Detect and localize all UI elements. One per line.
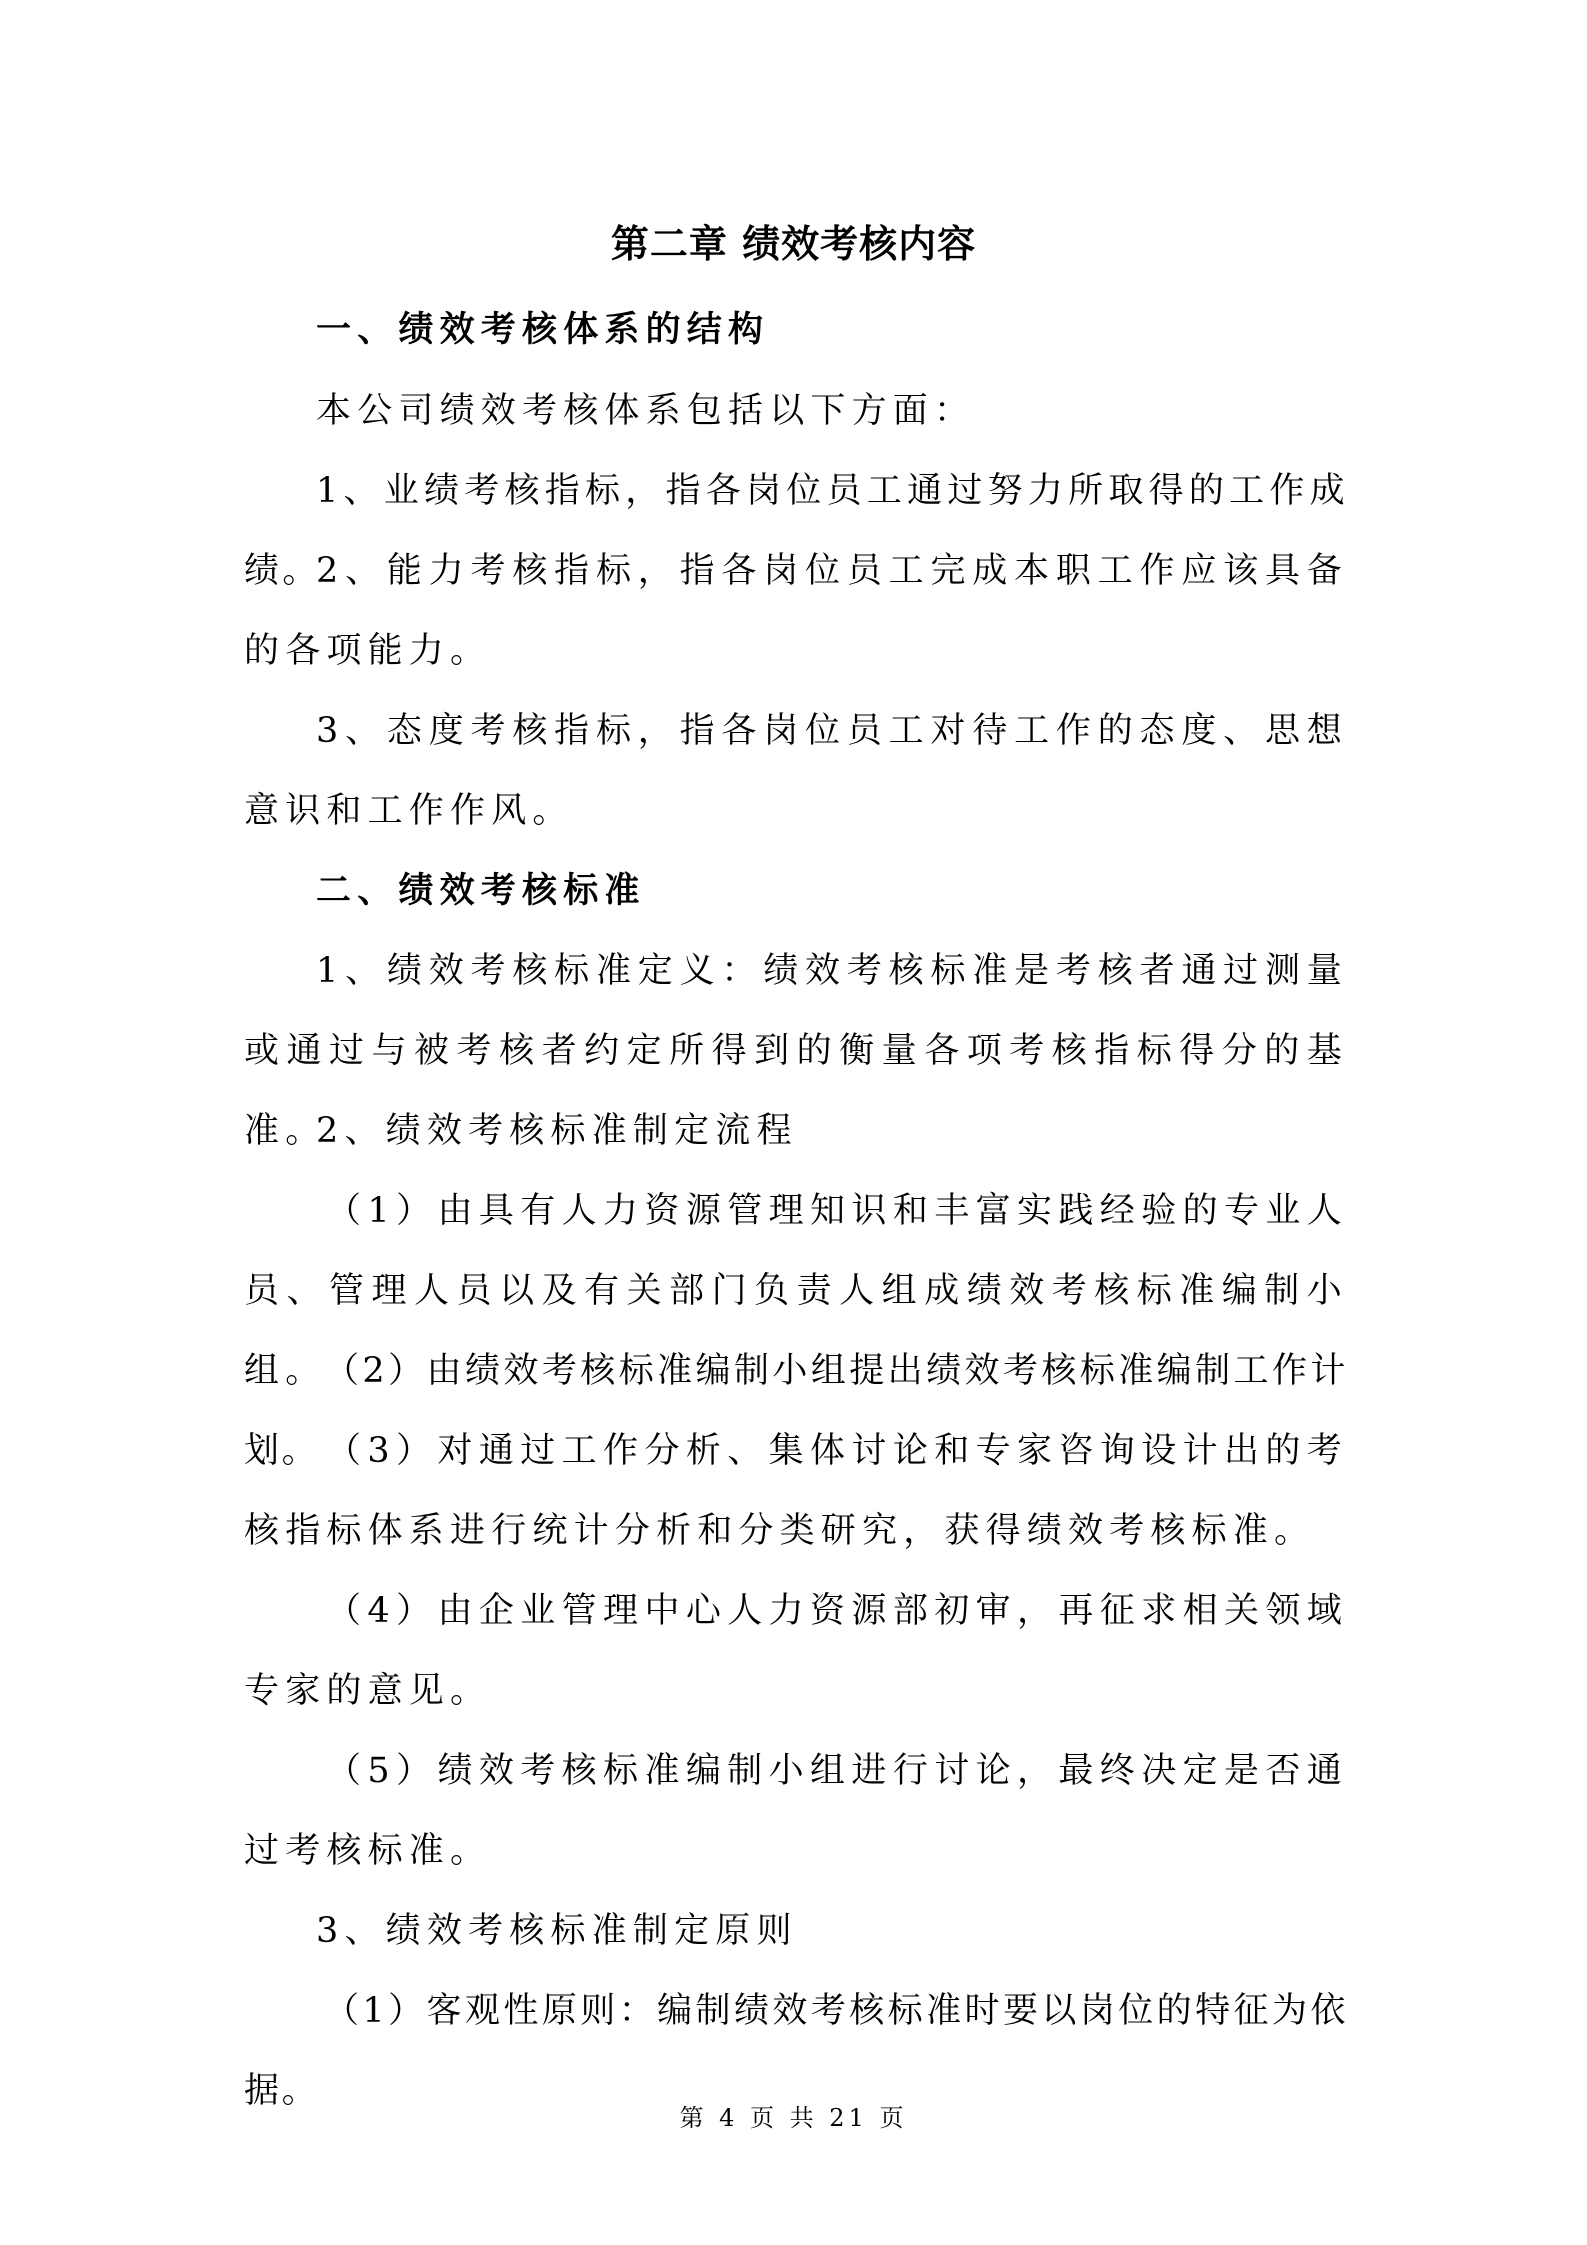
process-heading: 2、绩效考核标准制定流程 <box>316 1111 798 1151</box>
list-item-attitude-indicator: 3、态度考核指标，指各岗位员工对待工作的态度、思想意识和工作作风。 <box>244 711 1348 831</box>
principles-heading: 3、绩效考核标准制定原则 <box>316 1911 798 1951</box>
section-heading-standards: 二、绩效考核标准 <box>316 870 646 911</box>
standards-definition: 1、绩效考核标准定义：绩效考核标准是考核者通过测量或通过与被考核者约定所得到的衡量各项考核指标得分的基准。 <box>244 951 1348 1151</box>
page-footer: 第 4 页 共 21 页 <box>679 2104 908 2132</box>
principle-1: （1）客观性原则：编制绩效考核标准时要以岗位的特征为依据。 <box>244 1991 1348 2111</box>
list-item-performance-indicator: 1、业绩考核指标，指各岗位员工通过努力所取得的工作成绩。 <box>244 471 1348 591</box>
process-step-1: （1）由具有人力资源管理知识和丰富实践经验的专业人员、管理人员以及有关部门负责人组成绩效考核标准编制小组。 <box>244 1191 1348 1391</box>
process-step-4: （4）由企业管理中心人力资源部初审，再征求相关领域专家的意见。 <box>244 1591 1348 1711</box>
list-item-ability-indicator: 2、能力考核指标，指各岗位员工完成本职工作应该具备的各项能力。 <box>244 551 1348 671</box>
process-step-3: （3）对通过工作分析、集体讨论和专家咨询设计出的考核指标体系进行统计分析和分类研究，获得绩效考核标准。 <box>244 1431 1348 1551</box>
section-heading-structure: 一、绩效考核体系的结构 <box>316 309 770 350</box>
process-step-2: （2）由绩效考核标准编制小组提出绩效考核标准编制工作计划。 <box>244 1351 1348 1471</box>
chapter-title: 第二章 绩效考核内容 <box>610 221 977 266</box>
section-intro: 本公司绩效考核体系包括以下方面： <box>316 391 976 431</box>
process-step-5: （5）绩效考核标准编制小组进行讨论，最终决定是否通过考核标准。 <box>244 1751 1348 1871</box>
